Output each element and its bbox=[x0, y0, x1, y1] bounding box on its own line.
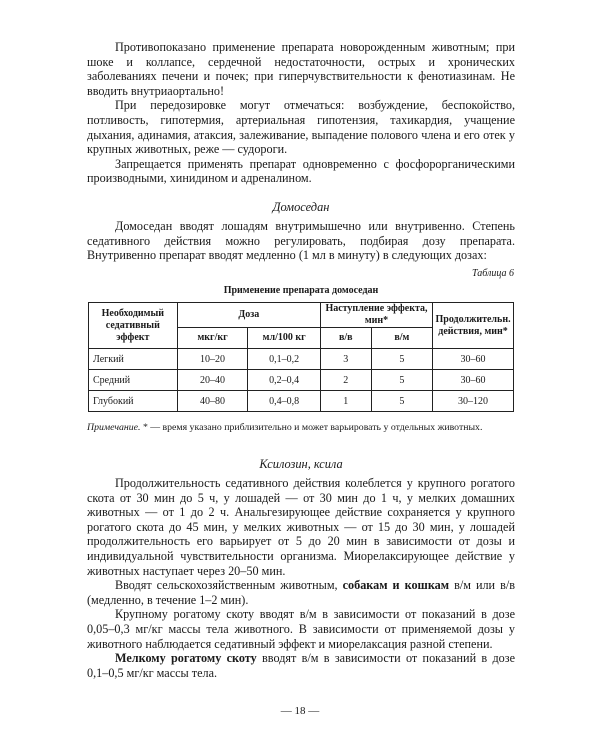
table-note bbox=[87, 422, 515, 434]
cell-mcg: 10–20 bbox=[177, 349, 248, 370]
table-row bbox=[89, 391, 514, 412]
cell-iv: 3 bbox=[320, 349, 371, 370]
cell-iv: 1 bbox=[320, 391, 371, 412]
page-number: — 18 — bbox=[280, 705, 320, 717]
header-iv: в/в bbox=[320, 328, 371, 349]
small-ruminants-paragraph: Мелкому рогатому скоту вводят в/м в зависимости от показаний в дозе 0,1–0,5 мг/кг массы тела. bbox=[87, 651, 515, 680]
xylazine-heading: Ксилозин, ксила bbox=[259, 457, 343, 471]
cell-im: 5 bbox=[371, 391, 433, 412]
domosedan-table bbox=[88, 302, 514, 412]
cell-ml: 0,2–0,4 bbox=[248, 370, 320, 391]
note-text: * — время указано приблизительно и может варьировать у отдельных животных. bbox=[142, 422, 483, 433]
header-ml: мл/100 кг bbox=[248, 328, 320, 349]
cattle-paragraph: Крупному рогатому скоту вводят в/м в зависимости от показаний в дозе 0,05–0,3 мг/кг массы тела животного. В зависимости от применяемой дозы у животного наблюдается седативный эффект и миорелаксация разной степени. bbox=[87, 607, 515, 651]
top-paragraphs bbox=[87, 40, 515, 186]
cell-iv: 2 bbox=[320, 370, 371, 391]
cell-mcg: 20–40 bbox=[177, 370, 248, 391]
domosedan-paragraph: Домоседан вводят лошадям внутримышечно или внутривенно. Степень седативного действия можно регулировать, подбирая дозу препарата. Внутривенно препарат вводят медленно (1 мл в минуту) в следующих дозах: bbox=[87, 219, 515, 263]
header-onset: Наступление эффекта, мин* bbox=[320, 303, 432, 328]
header-duration: Продолжительн. действия, мин* bbox=[433, 303, 514, 349]
cell-effect: Глубокий bbox=[89, 391, 178, 412]
cell-im: 5 bbox=[371, 349, 433, 370]
header-mcg: мкг/кг bbox=[177, 328, 248, 349]
header-effect: Необходимый седативный эффект bbox=[89, 303, 178, 349]
cell-mcg: 40–80 bbox=[177, 391, 248, 412]
domosedan-heading: Домоседан bbox=[272, 200, 330, 214]
table-title: Применение препарата домоседан bbox=[223, 285, 379, 296]
cell-ml: 0,4–0,8 bbox=[248, 391, 320, 412]
note-label: Примечание. bbox=[87, 422, 141, 433]
cell-ml: 0,1–0,2 bbox=[248, 349, 320, 370]
table-number: Таблица 6 bbox=[472, 268, 514, 279]
cats-bold: кошкам bbox=[404, 578, 450, 593]
header-dose: Доза bbox=[177, 303, 320, 328]
cell-duration: 30–120 bbox=[433, 391, 514, 412]
dogs-bold: собакам bbox=[342, 578, 388, 593]
cell-effect: Легкий bbox=[89, 349, 178, 370]
table-row bbox=[89, 349, 514, 370]
small-ruminants-bold: Мелкому рогатому скоту bbox=[115, 651, 257, 666]
xylazine-duration-paragraph: Продолжительность седативного действия колеблется у крупного рогатого скота от 30 мин до 5 ч, у лошадей — от 30 мин до 1 ч, у мелких домашних животных — от 1 до 2 ч. Анальгезирующее действие сохраняется у крупного рогатого скота до 45 мин, у мелких животных — от 15 до 30 мин, у лошадей продолжительность его варьирует от 5 до 20 мин в зависимости от дозы и индивидуальной чувствительности организма. Миорелаксирующее действие у животных наступает через 20–50 мин. bbox=[87, 476, 515, 578]
contraindications-paragraph: Противопоказано применение препарата новорожденным животным; при шоке и коллапсе, сердечной недостаточности, острых и хронических заболеваниях печени и почек; при гиперчувствительности к фенотиазинам. Не вводить внутриаортально! bbox=[87, 40, 515, 98]
domosedan-text bbox=[87, 219, 515, 263]
xylazine-admin-paragraph: Вводят сельскохозяйственным животным, собакам и кошкам в/м или в/в (медленно, в течение 1–2 мин). bbox=[87, 578, 515, 607]
xylazine-text bbox=[87, 476, 515, 680]
table-row bbox=[89, 370, 514, 391]
overdose-paragraph: При передозировке могут отмечаться: возбуждение, беспокойство, потливость, гипотермия, артериальная гипотензия, тахикардия, учащение дыхания, адинамия, атаксия, залеживание, выпадение полового члена и его отек у крупных животных, реже — судороги. bbox=[87, 98, 515, 157]
cell-duration: 30–60 bbox=[433, 349, 514, 370]
header-im: в/м bbox=[371, 328, 433, 349]
prohibition-paragraph: Запрещается применять препарат одновременно с фосфорорганическими производными, хинидином и адреналином. bbox=[87, 156, 515, 186]
cell-im: 5 bbox=[371, 370, 433, 391]
cell-duration: 30–60 bbox=[433, 370, 514, 391]
cell-effect: Средний bbox=[89, 370, 178, 391]
